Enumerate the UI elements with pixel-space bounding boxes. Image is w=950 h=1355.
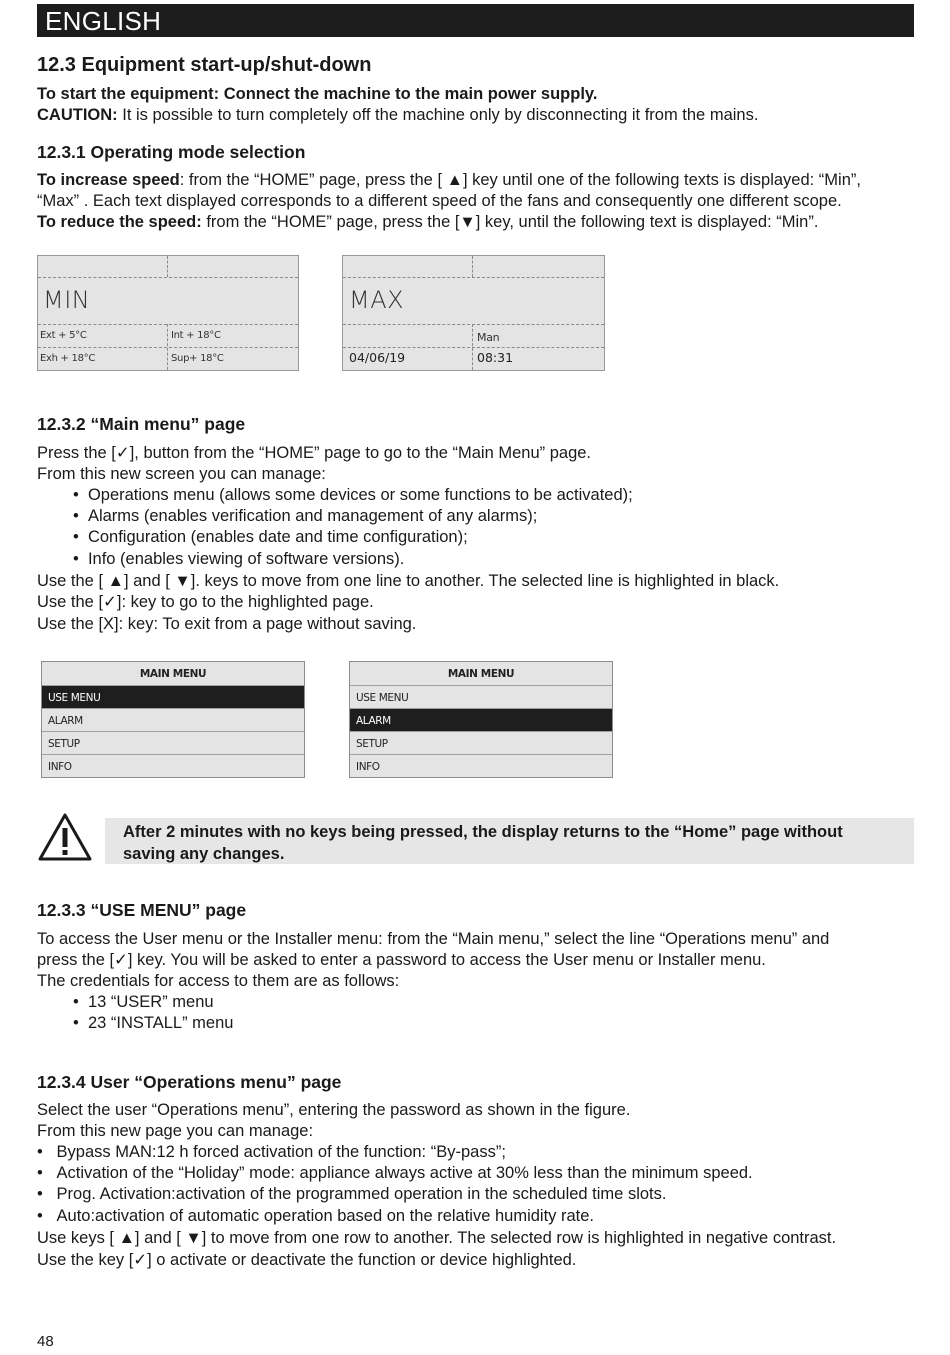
- menu-item-info: INFO: [42, 754, 304, 777]
- section-heading-12-3-3: 12.3.3 “USE MENU” page: [37, 900, 247, 920]
- menu-item-info: INFO: [350, 754, 612, 777]
- lcd-ext-temp: Ext + 5°C: [40, 330, 87, 341]
- activate-text: Use the key [✓] o activate or deactivate the function or device highlighted.: [37, 1251, 577, 1269]
- menu-item-alarm: ALARM: [42, 708, 304, 731]
- start-instruction: To start the equipment: Connect the machine to the main power supply.: [37, 85, 598, 103]
- menu-title: MAIN MENU: [139, 668, 207, 680]
- increase-speed-text: To increase speed: from the “HOME” page, press the [ ▲] key until one of the following texts is displayed: “Min”,: [37, 171, 861, 189]
- confirm-key-text: Use the [✓]: key to go to the highlighted page.: [37, 593, 374, 611]
- menu-item-alarm: ALARM: [350, 708, 612, 731]
- language-label: ENGLISH: [45, 6, 162, 36]
- menu-title: MAIN MENU: [447, 668, 515, 680]
- section-heading-12-3: 12.3 Equipment start-up/shut-down: [37, 54, 372, 76]
- list-item: • 23 “INSTALL” menu: [73, 1014, 234, 1032]
- page-number: 48: [37, 1333, 54, 1350]
- lcd-date: 04/06/19: [349, 350, 406, 365]
- warning-triangle-icon: [37, 812, 93, 862]
- operations-menu-intro: Select the user “Operations menu”, entering the password as shown in the figure.: [37, 1101, 631, 1119]
- lcd-sup-temp: Sup+ 18°C: [171, 353, 224, 364]
- main-menu-display-right: [349, 661, 613, 778]
- menu-item-setup: SETUP: [350, 731, 612, 754]
- section-heading-12-3-4: 12.3.4 User “Operations menu” page: [37, 1072, 342, 1092]
- reduce-speed-text: To reduce the speed: from the “HOME” page, press the [▼] key, until the following text is displayed: “Min”.: [37, 213, 819, 231]
- main-menu-manage: From this new screen you can manage:: [37, 465, 326, 483]
- list-item: • Alarms (enables verification and management of any alarms);: [73, 507, 538, 525]
- menu-item-setup: SETUP: [42, 731, 304, 754]
- caution-text: CAUTION: It is possible to turn completely off the machine only by disconnecting it from the mains.: [37, 106, 759, 124]
- list-item: • Configuration (enables date and time configuration);: [73, 528, 468, 546]
- use-menu-access-text-2: press the [✓] key. You will be asked to enter a password to access the User menu or Installer menu.: [37, 951, 766, 969]
- warning-text: After 2 minutes with no keys being pressed, the display returns to the “Home” page without saving any changes.: [123, 823, 843, 863]
- list-item: • Auto:activation of automatic operation based on the relative humidity rate.: [37, 1207, 595, 1225]
- language-header-bar: [37, 4, 914, 37]
- operations-menu-manage: From this new page you can manage:: [37, 1122, 314, 1140]
- list-item: • Operations menu (allows some devices or some functions to be activated);: [73, 486, 633, 504]
- nav-keys-text: Use the [ ▲] and [ ▼]. keys to move from one line to another. The selected line is highlighted in black.: [37, 572, 780, 590]
- main-menu-display-left: [41, 661, 305, 778]
- section-heading-12-3-1: 12.3.1 Operating mode selection: [37, 142, 306, 162]
- lcd-display-min: [37, 255, 299, 371]
- lcd-exh-temp: Exh + 18°C: [40, 353, 96, 364]
- menu-item-use-menu: USE MENU: [350, 685, 612, 708]
- list-item: • 13 “USER” menu: [73, 993, 214, 1011]
- list-item: • Info (enables viewing of software versions).: [73, 550, 405, 568]
- lcd-int-temp: Int + 18°C: [171, 330, 221, 341]
- row-nav-text: Use keys [ ▲] and [ ▼] to move from one row to another. The selected row is highlighted in negative contrast.: [37, 1229, 837, 1247]
- section-heading-12-3-2: 12.3.2 “Main menu” page: [37, 414, 246, 434]
- warning-box: [105, 818, 914, 864]
- menu-item-use-menu: USE MENU: [42, 685, 304, 708]
- use-menu-access-text: To access the User menu or the Installer menu: from the “Main menu,” select the line “Operations menu” and: [37, 930, 830, 948]
- lcd-mode-label: MIN: [43, 286, 91, 314]
- credentials-text: The credentials for access to them are as follows:: [37, 972, 400, 990]
- lcd-mode-label: MAX: [349, 286, 405, 314]
- increase-speed-text-2: “Max” . Each text displayed corresponds to a different speed of the fans and consequently one different scope.: [37, 192, 842, 210]
- lcd-time: 08:31: [477, 350, 514, 365]
- list-item: • Bypass MAN:12 h forced activation of the function: “By-pass”;: [37, 1143, 506, 1161]
- lcd-man-label: Man: [477, 331, 500, 344]
- exit-key-text: Use the [X]: key: To exit from a page without saving.: [37, 615, 417, 633]
- lcd-display-max: [342, 255, 605, 371]
- list-item: • Prog. Activation:activation of the programmed operation in the scheduled time slots.: [37, 1185, 667, 1203]
- list-item: • Activation of the “Holiday” mode: appliance always active at 30% less than the minimum speed.: [37, 1164, 753, 1182]
- main-menu-intro: Press the [✓], button from the “HOME” page to go to the “Main Menu” page.: [37, 444, 592, 462]
